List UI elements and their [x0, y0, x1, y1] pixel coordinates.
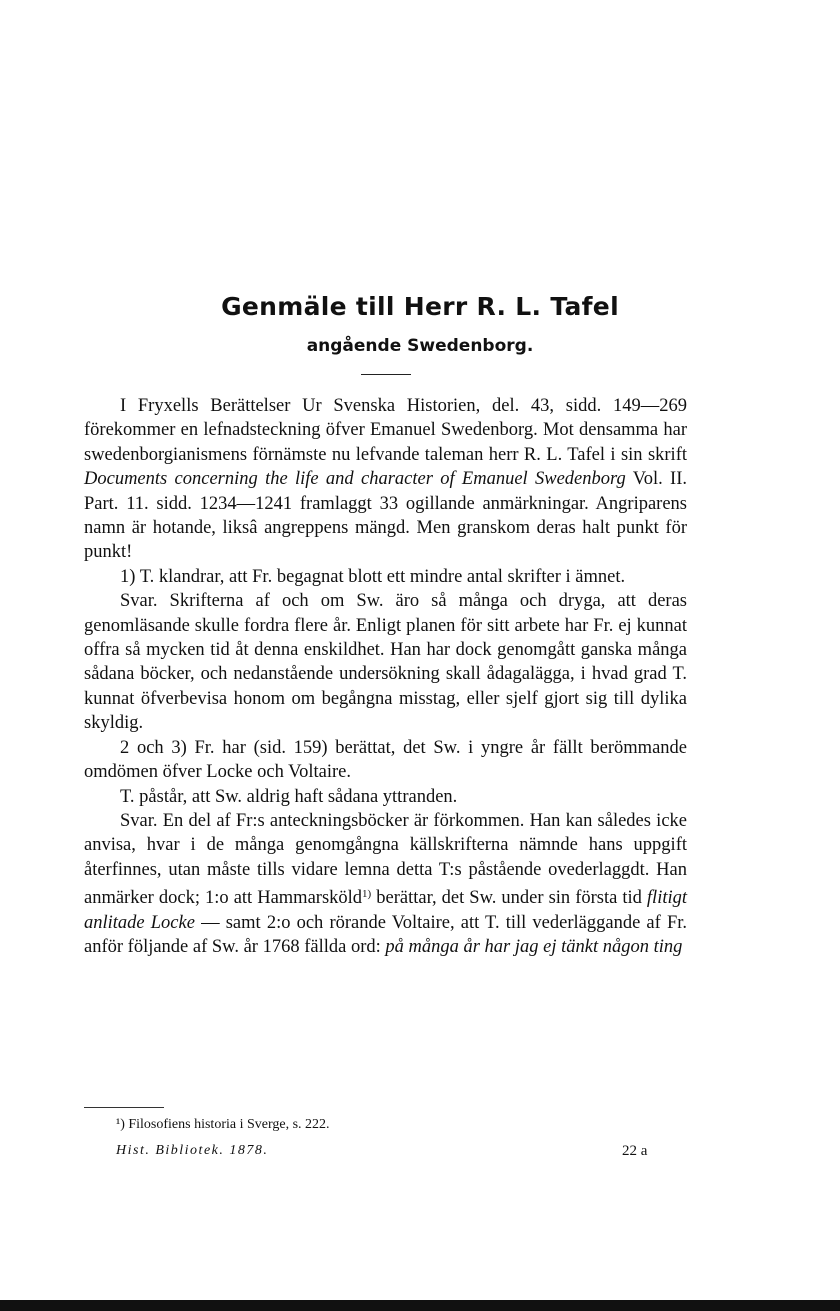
italic-phrase-locke: flitigt anlitade Locke	[84, 888, 688, 933]
page-subtitle: angående Swedenborg.	[306, 336, 534, 356]
footnote: ¹) Filosofiens historia i Sverge, s. 222.	[116, 1117, 330, 1132]
paragraph-answer-2	[84, 809, 687, 959]
paragraph-answer-1: Svar. Skrifterna af och om Sw. äro så många och dryga, att deras genomläsande skulle fordra flere år. Enligt planen för sitt arbete har Fr. ej kunnat offra så mycken tid åt denna enskildhet. Han har dock genomgått ganska många sådana böcker, och nedanstående undersökning skall ådagalägga, i hvad grad T. kunnat öfverbevisa honom om begångna misstag, eller sjelf gjort sig till dylika skyldig.	[84, 591, 687, 734]
footer-publication: Hist. Bibliotek. 1878.	[116, 1143, 269, 1158]
paragraph-answer-2-text-d: — samt 2:o och rörande Voltaire, att T. till vederläggande af Fr. anför följande af Sw. år 1768 fällda ord:	[84, 912, 687, 957]
italic-quote: på många år har jag ej tänkt någon ting	[385, 936, 683, 957]
page-title: Genmäle till Herr R. L. Tafel	[221, 292, 619, 321]
paragraph-claim: T. påstår, att Sw. aldrig haft sådana yttranden.	[120, 786, 458, 807]
paragraph-point-1: 1) T. klandrar, att Fr. begagnat blott ett mindre antal skrifter i ämnet.	[120, 566, 626, 587]
scan-edge-bar	[0, 1300, 840, 1311]
footnote-marker: 1)	[362, 888, 372, 901]
body-text	[84, 394, 687, 959]
paragraph-answer-2-text-b: berättar, det Sw. under sin första tid	[371, 888, 647, 909]
paragraph-point-2-3: 2 och 3) Fr. har (sid. 159) berättat, det Sw. i yngre år fällt berömmande omdömen öfver Locke och Voltaire.	[84, 737, 687, 783]
paragraph-intro	[84, 394, 687, 565]
title-divider	[361, 374, 411, 375]
footnote-divider	[84, 1107, 164, 1108]
paragraph-intro-text-a: I Fryxells Berättelser Ur Svenska Historien, del. 43, sidd. 149—269 förekommer en lefnadsteckning öfver Emanuel Swedenborg. Mot densamma har swedenborgianismens förnämste nu lefvande taleman herr R. L. Tafel i sin skrift	[84, 396, 687, 465]
footer-signature-mark: 22 a	[622, 1143, 648, 1159]
book-title-italic: Documents concerning the life and character of Emanuel Swedenborg	[84, 469, 626, 490]
paragraph-intro-text-c: Vol. II. Part. 11. sidd. 1234—1241 framlaggt 33 ogillande anmärkningar. Angriparens namn är hotande, liksâ angreppens mängd. Men granskom deras halt punkt för punkt!	[84, 469, 687, 563]
paragraph-answer-2-text-a: Svar. En del af Fr:s anteckningsböcker är förkommen. Han kan således icke anvisa, hvar i de många genomgångna källskrifterna nämnde hans uppgift återfinnes, utan måste tills vidare lemna detta T:s påstående ovederlaggdt. Han anmärker dock; 1:o att Hammarsköld	[84, 810, 687, 909]
